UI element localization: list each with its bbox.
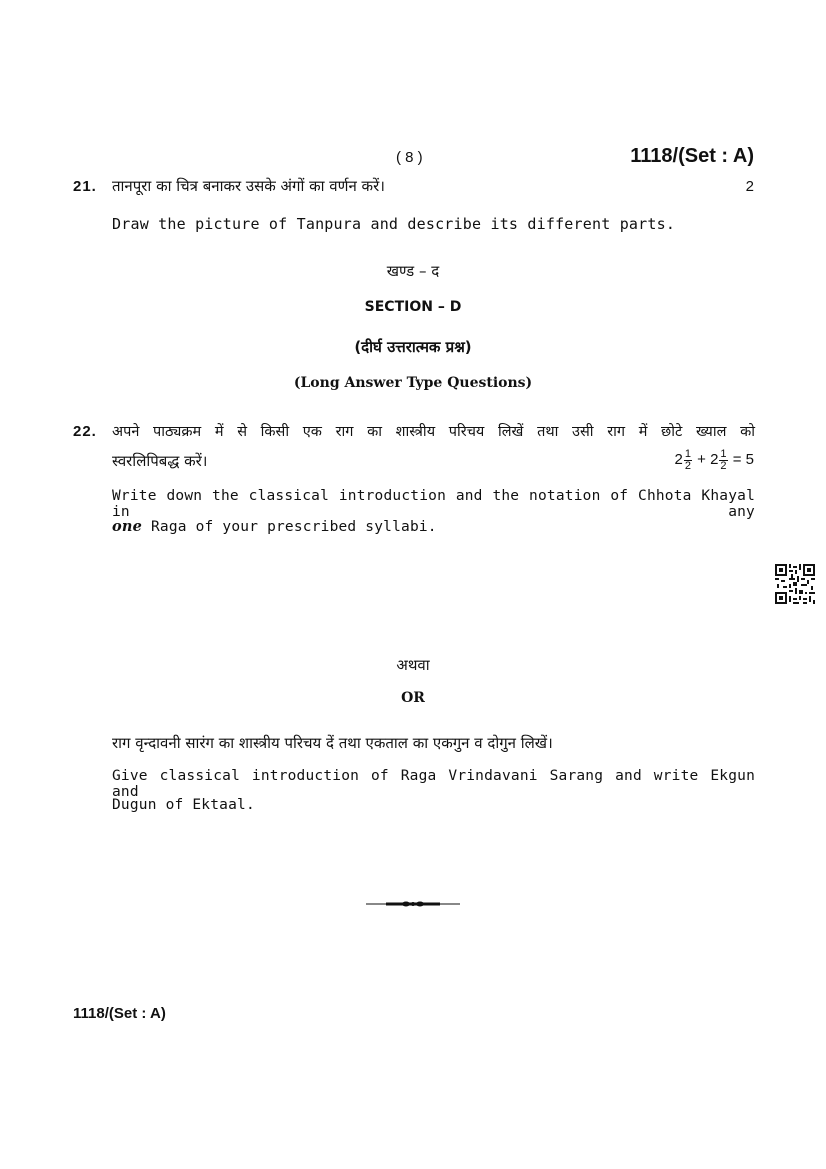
qr-code (775, 564, 815, 604)
question-21-number: 21. (73, 178, 97, 195)
marks-plus: + (697, 451, 706, 468)
or-english: OR (401, 690, 425, 706)
or-hindi: अथवा (396, 656, 430, 674)
paper-code-footer: 1118/(Set : A) (73, 1005, 166, 1022)
section-d-title: SECTION – D (364, 299, 462, 315)
section-d-hindi-subtitle: (दीर्घ उत्तरात्मक प्रश्न) (354, 338, 472, 356)
qr-code-graphic (775, 564, 815, 604)
section-d-subtitle: (Long Answer Type Questions) (293, 375, 533, 391)
paper-code-header: 1118/(Set : A) (630, 145, 754, 167)
question-22-english-line2-text: Raga of your prescribed syllabi. (142, 519, 437, 535)
question-22-alt-english-line2: Dugun of Ektaal. (112, 797, 255, 813)
marks-numerator-1: 1 (684, 447, 691, 460)
question-21-hindi: तानपूरा का चित्र बनाकर उसके अंगों का वर्णन करें। (112, 177, 385, 195)
page-number: ( 8 ) (396, 149, 423, 166)
question-22-number: 22. (73, 423, 97, 440)
marks-whole-2: 2 (710, 451, 719, 468)
question-22-hindi-line2: स्वरलिपिबद्ध करें। (112, 452, 208, 470)
question-22-marks (675, 448, 755, 472)
marks-fraction-2 (719, 449, 727, 472)
marks-total: = 5 (732, 451, 754, 468)
marks-numerator-2: 1 (720, 447, 727, 460)
end-divider-ornament (366, 898, 460, 910)
question-21-marks: 2 (745, 178, 754, 195)
question-22-english-line2 (112, 518, 437, 535)
marks-denominator-2: 2 (720, 459, 727, 472)
marks-whole-1: 2 (674, 451, 683, 468)
question-22-alt-hindi: राग वृन्दावनी सारंग का शास्त्रीय परिचय दें तथा एकताल का एकगुन व दोगुन लिखें। (112, 734, 553, 752)
question-22-hindi-line1: अपने पाठ्यक्रम में से किसी एक राग का शास्त्रीय परिचय लिखें तथा उसी राग में छोटे ख्याल को (112, 424, 755, 440)
marks-fraction-1 (684, 449, 692, 472)
emphasis-one: one (112, 518, 143, 535)
question-21-english: Draw the picture of Tanpura and describe its different parts. (112, 215, 676, 233)
question-22-english-line1: Write down the classical introduction and the notation of Chhota Khayal in any (112, 488, 755, 520)
end-divider (366, 895, 460, 907)
marks-denominator-1: 2 (684, 459, 691, 472)
question-22-alt-english-line1: Give classical introduction of Raga Vrindavani Sarang and write Ekgun and (112, 768, 755, 800)
section-d-hindi-title: खण्ड – द (386, 262, 440, 280)
